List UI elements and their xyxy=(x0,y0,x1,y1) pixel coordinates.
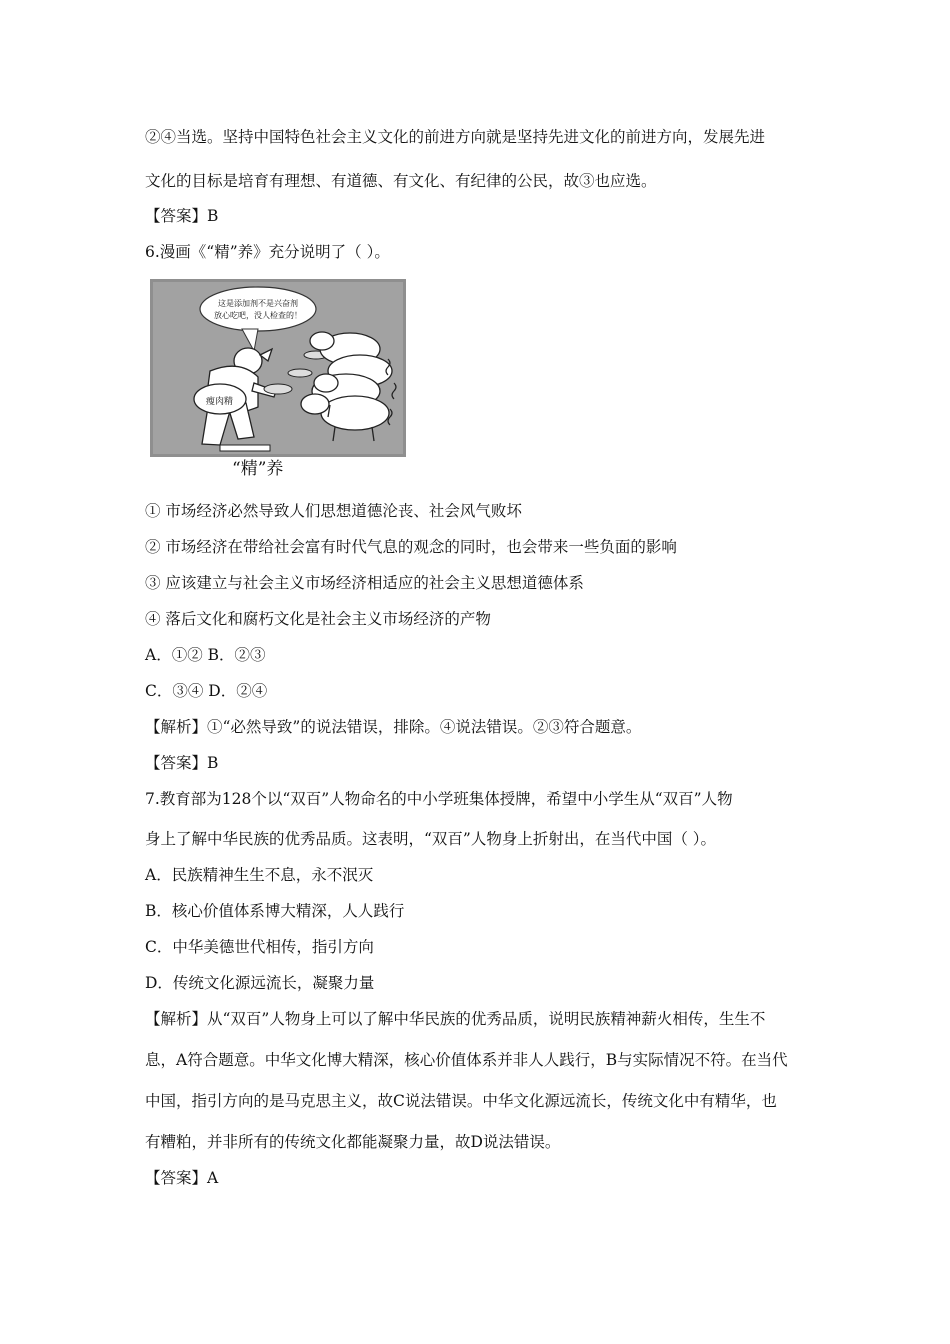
q7-analysis-line-2: 息，A符合题意。中华文化博大精深，核心价值体系并非人人践行，B与实际情况不符。在当代 xyxy=(145,1051,788,1069)
bag-label: 瘦肉精 xyxy=(206,397,234,407)
q6-statement-1: ① 市场经济必然导致人们思想道德沦丧、社会风气败坏 xyxy=(145,502,522,520)
q7-option-b: B．核心价值体系博大精深，人人践行 xyxy=(145,902,405,920)
speech-text-1: 这是添加剂不是兴奋剂 xyxy=(218,299,298,308)
q5-answer: 【答案】B xyxy=(145,207,219,225)
q6-statement-3: ③ 应该建立与社会主义市场经济相适应的社会主义思想道德体系 xyxy=(145,574,584,592)
q7-option-c: C．中华美德世代相传，指引方向 xyxy=(145,938,374,956)
q7-option-d: D．传统文化源远流长，凝聚力量 xyxy=(145,974,375,992)
q7-analysis-line-3: 中国，指引方向的是马克思主义，故C说法错误。中华文化源远流长，传统文化中有精华，也 xyxy=(145,1092,777,1110)
cartoon-caption: “精”养 xyxy=(232,459,284,479)
q6-statement-4: ④ 落后文化和腐朽文化是社会主义市场经济的产物 xyxy=(145,610,491,628)
cartoon-figure xyxy=(150,279,406,457)
speech-text-2: 放心吃吧，没人检查的！ xyxy=(214,311,302,320)
q7-answer: 【答案】A xyxy=(145,1169,219,1187)
q6-answer: 【答案】B xyxy=(145,754,219,772)
q6-options-row-1: A．①② B．②③ xyxy=(145,646,266,664)
q6-options-row-2: C．③④ D．②④ xyxy=(145,682,268,700)
q7-option-a: A．民族精神生生不息，永不泯灭 xyxy=(145,866,374,884)
q6-analysis: 【解析】①“必然导致”的说法错误，排除。④说法错误。②③符合题意。 xyxy=(145,718,642,736)
q6-stem: 6.漫画《“精”养》充分说明了（ ）。 xyxy=(145,243,390,261)
q7-stem-line-2: 身上了解中华民族的优秀品质。这表明，“双百”人物身上折射出，在当代中国（ ）。 xyxy=(145,830,717,848)
q6-statement-2: ② 市场经济在带给社会富有时代气息的观念的同时，也会带来一些负面的影响 xyxy=(145,538,677,556)
q5-analysis-line-1: ②④当选。坚持中国特色社会主义文化的前进方向就是坚持先进文化的前进方向，发展先进 xyxy=(145,128,766,146)
q7-analysis-line-4: 有糟粕，并非所有的传统文化都能凝聚力量，故D说法错误。 xyxy=(145,1133,561,1151)
q5-analysis-line-2: 文化的目标是培育有理想、有道德、有文化、有纪律的公民，故③也应选。 xyxy=(145,172,657,190)
q7-analysis-line-1: 【解析】从“双百”人物身上可以了解中华民族的优秀品质，说明民族精神薪火相传，生生不 xyxy=(145,1010,766,1028)
q7-stem-line-1: 7.教育部为128个以“双百”人物命名的中小学班集体授牌，希望中小学生从“双百”人物 xyxy=(145,790,733,808)
cartoon-illustration xyxy=(150,279,406,457)
